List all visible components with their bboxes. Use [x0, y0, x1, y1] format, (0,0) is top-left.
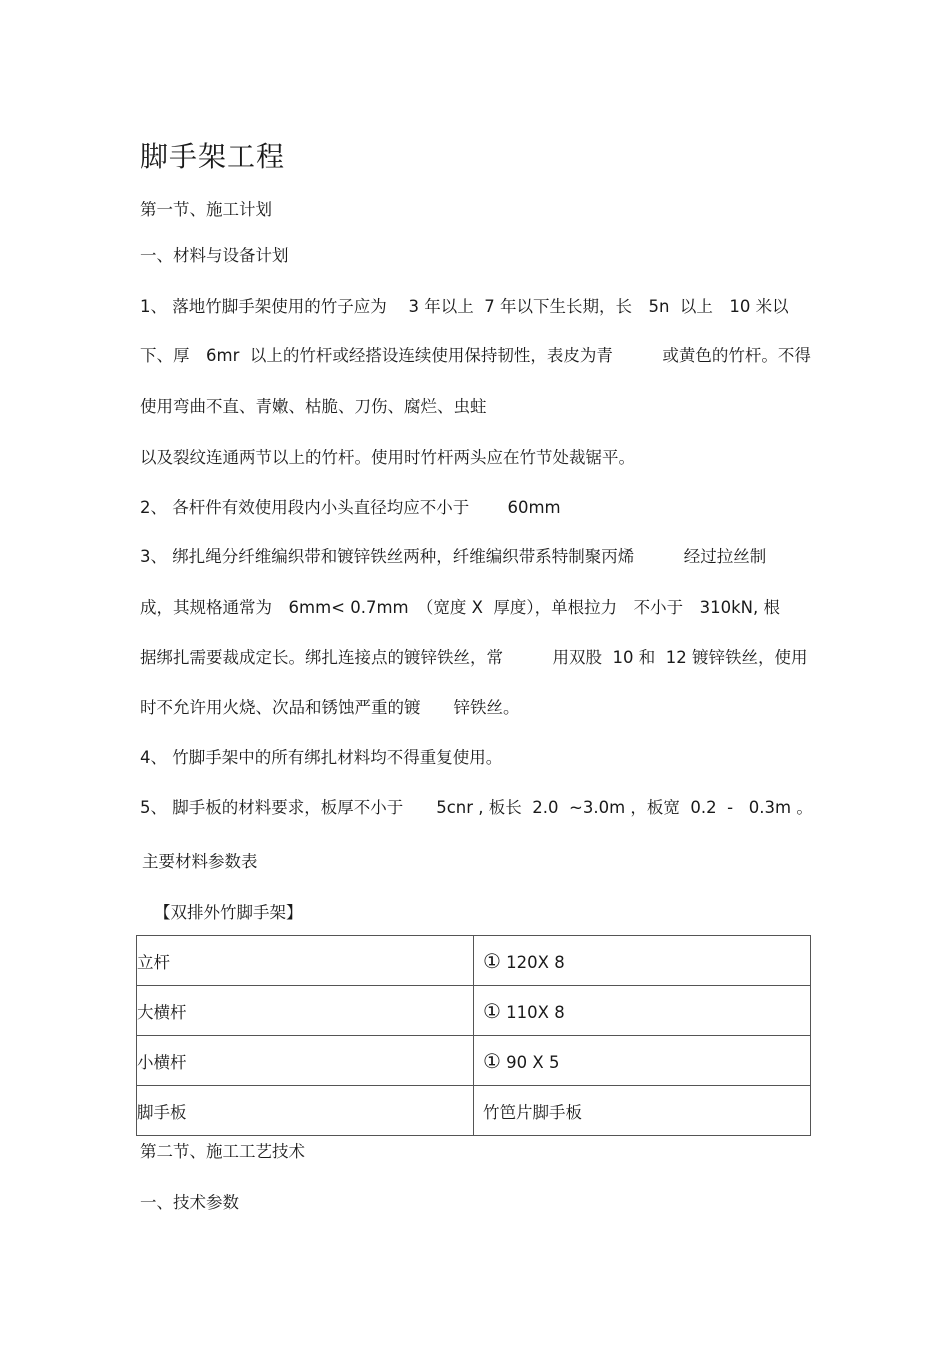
paragraph-2: 2、 各杆件有效使用段内小头直径均应不小于 60mm	[140, 498, 561, 517]
material-spec	[474, 1086, 811, 1136]
material-spec	[474, 986, 811, 1036]
table-row	[137, 986, 811, 1036]
table-row	[137, 936, 811, 986]
material-spec	[474, 1036, 811, 1086]
paragraph-3-line-1: 3、 绑扎绳分纤维编织带和镀锌铁丝两种，纤维编织带系特制聚丙烯 经过拉丝制	[140, 547, 767, 566]
table-row	[137, 1036, 811, 1086]
table-row	[137, 1086, 811, 1136]
section-heading-2: 第二节、施工工艺技术	[140, 1142, 305, 1161]
subsection-heading-1: 一、材料与设备计划	[140, 246, 289, 265]
material-name: 立杆	[137, 936, 474, 986]
table-caption: 主要材料参数表	[142, 852, 258, 871]
section-heading-1: 第一节、施工计划	[140, 200, 272, 219]
spec-value: 90 X 5	[500, 1052, 560, 1072]
paragraph-5: 5、 脚手板的材料要求，板厚不小于 5cnr , 板长 2.0 ~3.0m ，板宽 0.2 - 0.3m 。	[140, 798, 813, 817]
paragraph-1-line-4: 以及裂纹连通两节以上的竹杆。使用时竹杆两头应在竹节处裁锯平。	[140, 448, 635, 467]
diameter-symbol: ①	[483, 1048, 501, 1073]
spec-value: 110X 8	[500, 1002, 565, 1022]
spec-value: 竹笆片脚手板	[483, 1102, 582, 1122]
paragraph-1-line-3: 使用弯曲不直、青嫩、枯脆、刀伤、腐烂、虫蛀	[140, 397, 487, 416]
paragraph-1-line-1: 1、 落地竹脚手架使用的竹子应为 3 年以上 7 年以下生长期，长 5n 以上 10 米以	[140, 297, 789, 316]
page-title: 脚手架工程	[140, 140, 286, 173]
diameter-symbol: ①	[483, 998, 501, 1023]
subsection-heading-2: 一、技术参数	[140, 1193, 239, 1212]
diameter-symbol: ①	[483, 948, 501, 973]
material-spec	[474, 936, 811, 986]
paragraph-3-line-2: 成，其规格通常为 6mm< 0.7mm （宽度 X 厚度），单根拉力 不小于 310kN, 根	[140, 598, 781, 617]
spec-value: 120X 8	[500, 952, 565, 972]
material-name: 大横杆	[137, 986, 474, 1036]
material-name: 脚手板	[137, 1086, 474, 1136]
table-subcaption: 【双排外竹脚手架】	[154, 903, 303, 922]
materials-table	[136, 935, 811, 1136]
paragraph-3-line-3: 据绑扎需要裁成定长。绑扎连接点的镀锌铁丝，常 用双股 10 和 12 镀锌铁丝，使用	[140, 648, 808, 667]
paragraph-4: 4、 竹脚手架中的所有绑扎材料均不得重复使用。	[140, 748, 503, 767]
paragraph-3-line-4: 时不允许用火烧、次品和锈蚀严重的镀 锌铁丝。	[140, 698, 520, 717]
material-name: 小横杆	[137, 1036, 474, 1086]
paragraph-1-line-2: 下、厚 6mr 以上的竹杆或经搭设连续使用保持韧性，表皮为青 或黄色的竹杆。不得	[140, 346, 811, 365]
